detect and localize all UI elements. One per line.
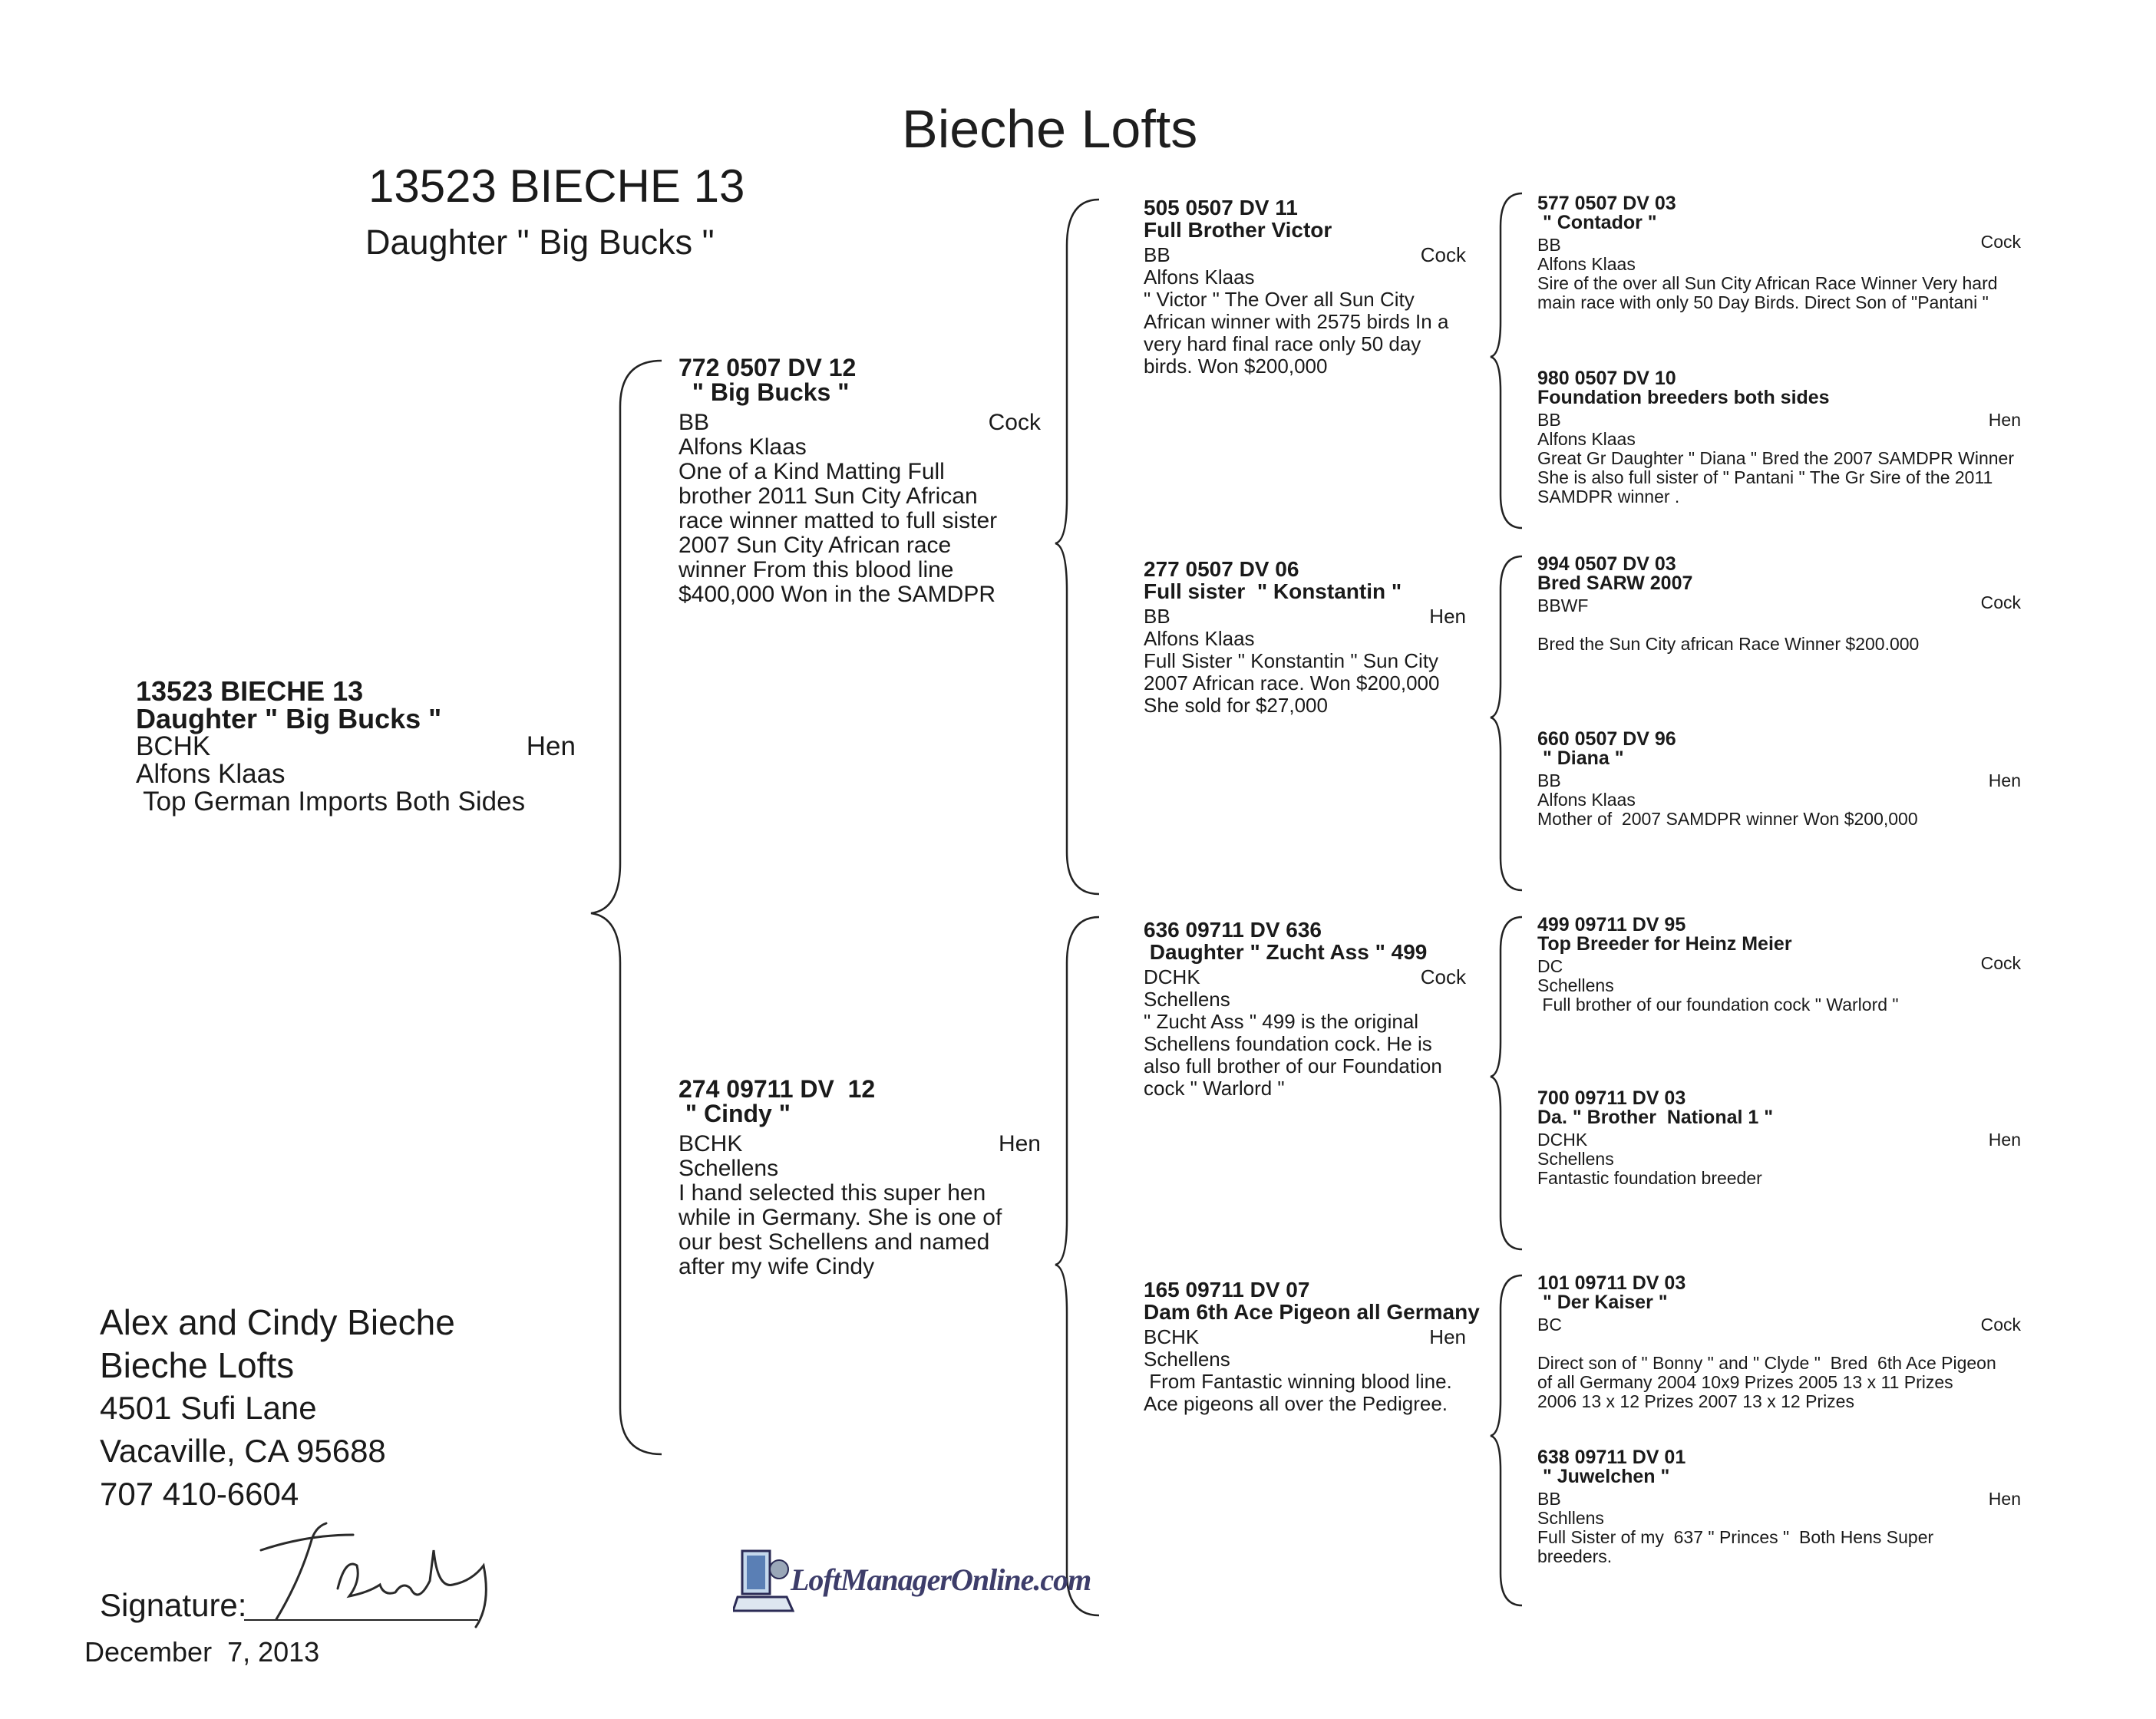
parent-sex: Hen <box>998 1131 1041 1156</box>
grandparent-notes: " Victor " The Over all Sun City African winner with 2575 birds In a very hard final race only 50 day birds. Won $200,000 <box>1144 288 1449 378</box>
great-grandparent-card-6 <box>1537 1089 2021 1188</box>
owner-names: Alex and Cindy Bieche <box>100 1302 455 1342</box>
great-grandparent-notes: Mother of 2007 SAMDPR winner Won $200,000 <box>1537 809 1918 829</box>
grandparent-sex: Cock <box>1420 243 1466 266</box>
great-grandparent-color: DCHK <box>1537 1130 1588 1150</box>
great-grandparent-name: " Der Kaiser " <box>1537 1292 1668 1313</box>
subject-notes: Top German Imports Both Sides <box>136 787 526 817</box>
great-grandparent-color: BB <box>1537 1489 1561 1509</box>
great-grandparent-band: 994 0507 DV 03 <box>1537 553 1676 575</box>
great-grandparent-band: 980 0507 DV 10 <box>1537 368 1676 389</box>
subject-band: 13523 BIECHE 13 <box>136 675 364 707</box>
parent-band: 274 09711 DV 12 <box>678 1075 876 1103</box>
grandparent-card-4 <box>1144 1279 1489 1415</box>
grandparent-band: 505 0507 DV 11 <box>1144 196 1298 219</box>
grandparent-notes: " Zucht Ass " 499 is the original Schellens foundation cock. He is also full brother of our Foundation cock " Warlord " <box>1144 1010 1442 1100</box>
great-grandparent-color: BB <box>1537 235 1561 255</box>
parent-notes: I hand selected this super hen while in Germany. She is one of our best Schellens and named after my wife Cindy <box>678 1180 1002 1279</box>
grandparent-color: BCHK <box>1144 1325 1200 1348</box>
great-grandparent-notes: Full Sister of my 637 " Princes " Both Hens Super breeders. <box>1537 1527 1939 1566</box>
owner-phone: 707 410-6604 <box>100 1476 299 1512</box>
great-grandparent-card-4 <box>1537 730 2021 829</box>
grandparent-band: 277 0507 DV 06 <box>1144 557 1299 581</box>
great-grandparent-sex: Cock <box>1980 592 2021 612</box>
grandparent-name: Full sister " Konstantin " <box>1144 579 1402 603</box>
grandparent-card-1 <box>1144 196 1466 378</box>
parent-sire-card <box>678 355 1041 607</box>
bracket-parent-sire <box>1055 200 1099 894</box>
grandparent-breeder: Schellens <box>1144 988 1230 1011</box>
grandparent-color: BB <box>1144 243 1170 266</box>
great-grandparent-card-7 <box>1537 1274 2021 1411</box>
logo-text: LoftManagerOnline.com <box>791 1562 1091 1597</box>
parent-breeder: Alfons Klaas <box>678 434 807 460</box>
signature-label: Signature: <box>100 1587 247 1623</box>
document-title: Bieche Lofts <box>902 99 1198 159</box>
grandparent-band: 165 09711 DV 07 <box>1144 1278 1310 1302</box>
great-grandparent-color: BBWF <box>1537 596 1589 615</box>
grandparent-color: DCHK <box>1144 965 1200 988</box>
great-grandparent-name: " Contador " <box>1537 212 1657 233</box>
great-grandparent-breeder: Schellens <box>1537 975 1614 995</box>
great-grandparent-color: BB <box>1537 770 1561 790</box>
grandparent-sex: Cock <box>1420 965 1466 988</box>
owner-loft: Bieche Lofts <box>100 1345 295 1385</box>
grandparent-notes: From Fantastic winning blood line. Ace pigeons all over the Pedigree. <box>1144 1370 1457 1415</box>
grandparent-breeder: Alfons Klaas <box>1144 266 1255 289</box>
great-grandparent-band: 499 09711 DV 95 <box>1537 914 1686 935</box>
bracket-gp-3 <box>1491 917 1522 1249</box>
subject-sex: Hen <box>526 731 576 761</box>
great-grandparent-card-5 <box>1537 916 2021 1015</box>
great-grandparent-notes: Bred the Sun City african Race Winner $200.000 <box>1537 634 1920 654</box>
great-grandparent-color: BC <box>1537 1315 1562 1335</box>
great-grandparent-band: 700 09711 DV 03 <box>1537 1087 1686 1109</box>
great-grandparent-name: Da. " Brother National 1 " <box>1537 1107 1774 1128</box>
bracket-parent-dam <box>1055 917 1099 1615</box>
owner-city: Vacaville, CA 95688 <box>100 1433 386 1469</box>
grandparent-breeder: Alfons Klaas <box>1144 627 1255 650</box>
header-subtitle: Daughter " Big Bucks " <box>365 223 715 262</box>
grandparent-name: Full Brother Victor <box>1144 218 1332 242</box>
great-grandparent-name: Top Breeder for Heinz Meier <box>1537 933 1792 955</box>
great-grandparent-sex: Cock <box>1980 1315 2021 1335</box>
parent-color: BCHK <box>678 1131 743 1156</box>
parent-color: BB <box>678 410 710 435</box>
great-grandparent-breeder: Schellens <box>1537 1149 1614 1169</box>
parent-name: " Big Bucks " <box>678 378 850 406</box>
subject-breeder: Alfons Klaas <box>136 759 286 789</box>
grandparent-sex: Hen <box>1429 1325 1466 1348</box>
parent-notes: One of a Kind Matting Full brother 2011 Sun City African race winner matted to full sister 2007 Sun City African race winner From this blood line $400,000 Won in the SAMDPR <box>678 459 998 607</box>
great-grandparent-sex: Cock <box>1980 232 2021 252</box>
great-grandparent-notes: Direct son of " Bonny " and " Clyde " Bred 6th Ace Pigeon of all Germany 2004 10x9 Prizes 2005 13 x 11 Prizes 2006 13 x 12 Prizes 2007 13 x 12 Prizes <box>1537 1353 2002 1411</box>
owner-street: 4501 Sufi Lane <box>100 1390 317 1426</box>
great-grandparent-band: 638 09711 DV 01 <box>1537 1447 1686 1468</box>
owner-contact <box>100 1301 455 1516</box>
subject-card <box>136 675 576 817</box>
grandparent-card-3 <box>1144 919 1466 1100</box>
great-grandparent-sex: Hen <box>1988 1489 2021 1509</box>
great-grandparent-band: 577 0507 DV 03 <box>1537 193 1676 214</box>
great-grandparent-notes: Full brother of our foundation cock " Warlord " <box>1537 995 1899 1015</box>
signature-date: December 7, 2013 <box>84 1636 320 1668</box>
bracket-gp-4 <box>1491 1275 1522 1605</box>
grandparent-breeder: Schellens <box>1144 1348 1230 1371</box>
great-grandparent-name: " Juwelchen " <box>1537 1466 1670 1487</box>
laptop-icon <box>733 1546 794 1617</box>
subject-color: BCHK <box>136 731 211 761</box>
great-grandparent-card-1 <box>1537 194 2021 312</box>
subject-name: Daughter " Big Bucks " <box>136 703 442 734</box>
great-grandparent-color: DC <box>1537 956 1563 976</box>
great-grandparent-card-3 <box>1537 555 2021 654</box>
great-grandparent-band: 101 09711 DV 03 <box>1537 1272 1686 1294</box>
grandparent-card-2 <box>1144 558 1466 717</box>
great-grandparent-name: Foundation breeders both sides <box>1537 387 1830 408</box>
great-grandparent-notes: Fantastic foundation breeder <box>1537 1168 1762 1188</box>
parent-breeder: Schellens <box>678 1156 779 1181</box>
great-grandparent-notes: Sire of the over all Sun City African Race Winner Very hard main race with only 50 Day Birds. Direct Son of "Pantani " <box>1537 273 1998 312</box>
bracket-subject <box>591 361 662 1454</box>
handwritten-signature <box>253 1519 514 1635</box>
header-band-number: 13523 BIECHE 13 <box>368 160 745 212</box>
parent-band: 772 0507 DV 12 <box>678 354 857 381</box>
great-grandparent-breeder: Alfons Klaas <box>1537 254 1636 274</box>
grandparent-name: Daughter " Zucht Ass " 499 <box>1144 940 1428 964</box>
bracket-gp-2 <box>1491 556 1522 890</box>
great-grandparent-notes: Great Gr Daughter " Diana " Bred the 2007 SAMDPR Winner She is also full sister of " Pantani " The Gr Sire of the 2011 SAMDPR winner . <box>1537 448 2014 506</box>
great-grandparent-breeder: Alfons Klaas <box>1537 429 1636 449</box>
loftmanager-logo <box>733 1546 1091 1617</box>
great-grandparent-sex: Hen <box>1988 410 2021 430</box>
great-grandparent-breeder: Alfons Klaas <box>1537 790 1636 810</box>
great-grandparent-band: 660 0507 DV 96 <box>1537 728 1676 750</box>
great-grandparent-name: " Diana " <box>1537 747 1624 769</box>
parent-dam-card <box>678 1077 1041 1279</box>
great-grandparent-sex: Hen <box>1988 770 2021 790</box>
bracket-gp-1 <box>1491 193 1522 528</box>
great-grandparent-sex: Hen <box>1988 1130 2021 1150</box>
grandparent-band: 636 09711 DV 636 <box>1144 918 1322 942</box>
parent-name: " Cindy " <box>678 1100 791 1127</box>
grandparent-name: Dam 6th Ace Pigeon all Germany <box>1144 1300 1480 1324</box>
great-grandparent-card-8 <box>1537 1448 2021 1566</box>
great-grandparent-color: BB <box>1537 410 1561 430</box>
grandparent-sex: Hen <box>1429 605 1466 628</box>
grandparent-notes: Full Sister " Konstantin " Sun City 2007 African race. Won $200,000 She sold for $27,000 <box>1144 649 1440 717</box>
great-grandparent-breeder: Schllens <box>1537 1508 1604 1528</box>
great-grandparent-card-2 <box>1537 369 2021 506</box>
parent-sex: Cock <box>988 410 1041 435</box>
great-grandparent-sex: Cock <box>1980 953 2021 973</box>
great-grandparent-name: Bred SARW 2007 <box>1537 572 1693 594</box>
grandparent-color: BB <box>1144 605 1170 628</box>
